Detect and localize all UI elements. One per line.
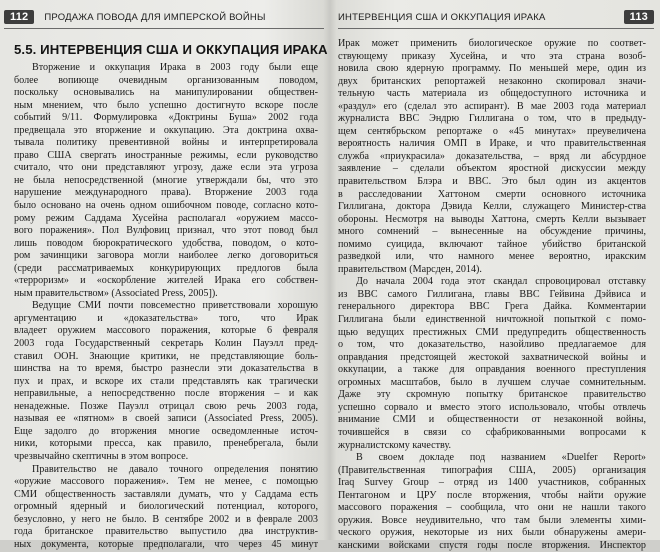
text-line: журналистскому качеству. <box>338 439 452 451</box>
text-line: владеет оружием массового поражения, которые 6 февраля <box>14 325 318 337</box>
text-line: двух британских репортажей незаконно скопировал значи- <box>338 75 646 87</box>
text-line: СМИ общественность заставляли думать, что у Саддама есть <box>14 488 318 500</box>
text-line: Ведущие СМИ почти повсеместно приветствовали хорошую <box>32 300 318 312</box>
text-line: разведкой или, что намного менее вероятно, иракским <box>338 251 646 263</box>
text-line: ствующему приказу Хусейна, и что эта страна возоб- <box>338 50 646 62</box>
text-line: ческого оружия, некоторые из них были обнаружены амери- <box>338 527 646 539</box>
left-page <box>0 0 328 550</box>
text-line: Гиллигана, доктора Дэвида Келли, служащего Министер-ства <box>338 201 646 213</box>
text-line: пух и прах, и вскоре их стали представлять как трагически <box>14 375 318 387</box>
text-line: Гиллигана были единственной ничтожной попыткой с помо- <box>338 314 646 326</box>
text-line: оккупации, а также для оправдания военного преступления <box>338 364 646 376</box>
text-line: успешно сорвало и вместо этого использовало, чтобы отвлечь <box>338 401 646 413</box>
text-line: внимание СМИ и общественности от незаконной войны, <box>338 414 646 426</box>
text-line: (Правительственная типография США, 2005) организация <box>338 464 646 476</box>
text-line: огромный ядерный и биологический потенциал, которого, <box>14 501 318 513</box>
left-header-rule <box>4 28 324 29</box>
text-line: «терроризм» и «оскорбление жителей Ирака его собствен- <box>14 275 318 287</box>
text-line: безусловно, у него не было. В сентябре 2002 и в феврале 2003 <box>14 513 318 525</box>
text-line: не была непосредственной (многие утверждали бы, что это <box>14 174 318 186</box>
text-line: в расследовании Хаттоном смерти основного источника <box>338 188 646 200</box>
text-line: заявление – сделали объектом яростной дискуссии между <box>338 163 646 175</box>
text-line: правительством Блэра и BBC. Это был один из акцентов <box>338 176 646 188</box>
text-line: Правительство не давало точного определения понятию <box>32 463 318 475</box>
text-line: журналиста BBC Эндрю Гиллигана о том, что в предыду- <box>338 113 646 125</box>
text-line: генерального директора BBC Грега Дайка. Комментарии <box>338 301 646 313</box>
text-line: лишь поводом бюрократического удобства, поводом, о кото- <box>14 237 318 249</box>
text-line: Вторжение и оккупация Ирака в 2003 году были еще <box>32 62 318 73</box>
text-line: тывала политику превентивной войны и интерпретировала <box>14 137 318 149</box>
text-line: щью ведущих престижных СМИ предупредить общественность <box>338 326 646 338</box>
text-line: событий 9/11. Формулировка «Доктрины Буша» 2002 года <box>14 112 318 124</box>
text-line: ных документа, которые предполагали, что через 45 минут <box>14 538 318 550</box>
text-line: огромных масштабов, было в лучшем случае сомнительным. <box>338 376 646 388</box>
text-line: чрезвычайно скептичны в этом вопросе. <box>14 450 189 462</box>
text-line: много сомнений – вынесенные на обсуждение причины, <box>338 226 646 238</box>
right-header-rule <box>338 28 654 29</box>
text-line: щем сентябрьском репортаже о «45 минутах» преувеличена <box>338 125 646 137</box>
text-line: «раздул» его (сделал это аспирант). В мае 2003 года материал <box>338 100 646 112</box>
text-line: ным правительством» (Associated Press, 2005]). <box>14 287 218 299</box>
right-running-head-text: ИНТЕРВЕНЦИЯ США И ОККУПАЦИЯ ИРАКА <box>338 11 546 23</box>
text-line: массового поражения – сообщила, что они не нашли такого <box>338 502 646 514</box>
text-line: 2003 года Государственный секретарь Колин Пауэлл пред- <box>14 338 318 350</box>
text-line: года британское правительство выпустило два инструктив- <box>14 526 318 538</box>
text-line: оружия. Вовсе неудивительно, что там были элементы хими- <box>338 514 646 526</box>
text-line: Пентагоном и ЦРУ после вторжения, чтобы найти оружие <box>338 489 646 501</box>
text-line: тельную часть материала из общедоступного источника и <box>338 88 646 100</box>
left-running-head <box>4 7 324 27</box>
text-line: обороны. Несмотря на выводы Хаттона, смерть Келли вызывает <box>338 213 646 225</box>
text-line: Еще задолго до вторжения многие осведомленные источ- <box>14 425 318 437</box>
text-line: шинства на то время, быстро разнесли эти доказательства в <box>14 363 318 375</box>
text-line: оправдания предстоящей жестокой захватнической войны и <box>338 351 646 363</box>
left-page-number: 112 <box>4 10 34 24</box>
left-running-head-text: ПРОДАЖА ПОВОДА ДЛЯ ИМПЕРСКОЙ ВОЙНЫ <box>44 11 266 23</box>
right-running-head <box>338 7 654 27</box>
text-line: аргументацию и «доказательства» того, что Ирак <box>14 312 318 324</box>
text-line: ставил ООН. Знающие критики, не представляющие боль- <box>14 350 318 362</box>
text-line: неправильные, а непосредственно после вторжения – и как <box>14 388 318 400</box>
text-line: В своем докладе под названием «Duelfer Report» <box>356 452 646 464</box>
text-line: более вопиюще очевидным организованным поводом, <box>14 74 318 86</box>
text-line: Ирак может применить биологическое оружие по соответ- <box>338 38 646 49</box>
text-line: ненадежные. Позже Пауэлл отрицал свою речь 2003 года, <box>14 400 318 412</box>
text-line: ным мнением, что было успешно достигнуто вскоре после <box>14 99 318 111</box>
text-line: из BBC самого Гиллигана, главы BBC Гейвина Дэйвиса и <box>338 288 646 300</box>
text-line: предвещала это вторжение и оккупацию. Эта доктрина охва- <box>14 124 318 136</box>
text-line: Даже эту скромную попытку британское правительство <box>338 389 646 401</box>
text-line: право США свергать иностранные режимы, если руководство <box>14 149 318 161</box>
text-line: называя ее «пятном» в своей записи (Associated Press, 2005). <box>14 413 318 425</box>
text-line: служба «приукрасила» доказательства, – вряд ли абсурдное <box>338 150 646 162</box>
text-line: «оружие массового поражения». Тем не менее, с помощью <box>14 476 318 488</box>
text-line: Iraq Survey Group – отряд из 1400 участников, собранных <box>338 477 646 489</box>
text-line: ром зачинщики заговора могли наиболее легко договориться <box>14 250 318 262</box>
right-page-number: 113 <box>624 10 654 24</box>
left-body-text <box>14 62 318 551</box>
section-title: 5.5. ИНТЕРВЕНЦИЯ США И ОККУПАЦИЯ ИРАКА <box>14 42 328 57</box>
text-line: вероятность наличия ОМП в Ираке, и что правительственная <box>338 138 646 150</box>
right-body-text <box>338 38 646 552</box>
text-line: новила свою ядерную программу. По меньшей мере, один из <box>338 63 646 75</box>
text-line: поскольку основывались на манипулировании обществен- <box>14 87 318 99</box>
text-line: помимо суицида, включают тайное убийство британской <box>338 238 646 250</box>
text-line: о том, что доказательство, назойливо предлагаемое для <box>338 339 646 351</box>
text-line: До начала 2004 года этот скандал спровоцировал отставку <box>356 276 646 288</box>
right-page <box>332 0 660 551</box>
text-line: правительством (Марсден, 2014). <box>338 263 482 275</box>
text-line: нарушение международного права). Вторжение 2003 года <box>14 187 318 199</box>
text-line: было основано на очень одном ошибочном поводе, согласно кото- <box>14 200 318 212</box>
text-line: рому режим Саддама Хусейна располагал «оружием массо- <box>14 212 318 224</box>
text-line: (среди рассматриваемых конкурирующих предлогов была <box>14 262 318 274</box>
text-line: ники, которыми пресса, как правило, пренебрегала, были <box>14 438 318 450</box>
text-line: канскими войсками спустя годы после вторжения. Инспектор <box>338 539 646 551</box>
text-line: точившейся в связи со сфабрикованными вопросами к <box>338 426 646 438</box>
text-line: считало, что они представляют угрозу, даже если эта угроза <box>14 162 318 174</box>
text-line: вого поражения». Пол Вулфовиц признал, что этот повод был <box>14 225 318 237</box>
